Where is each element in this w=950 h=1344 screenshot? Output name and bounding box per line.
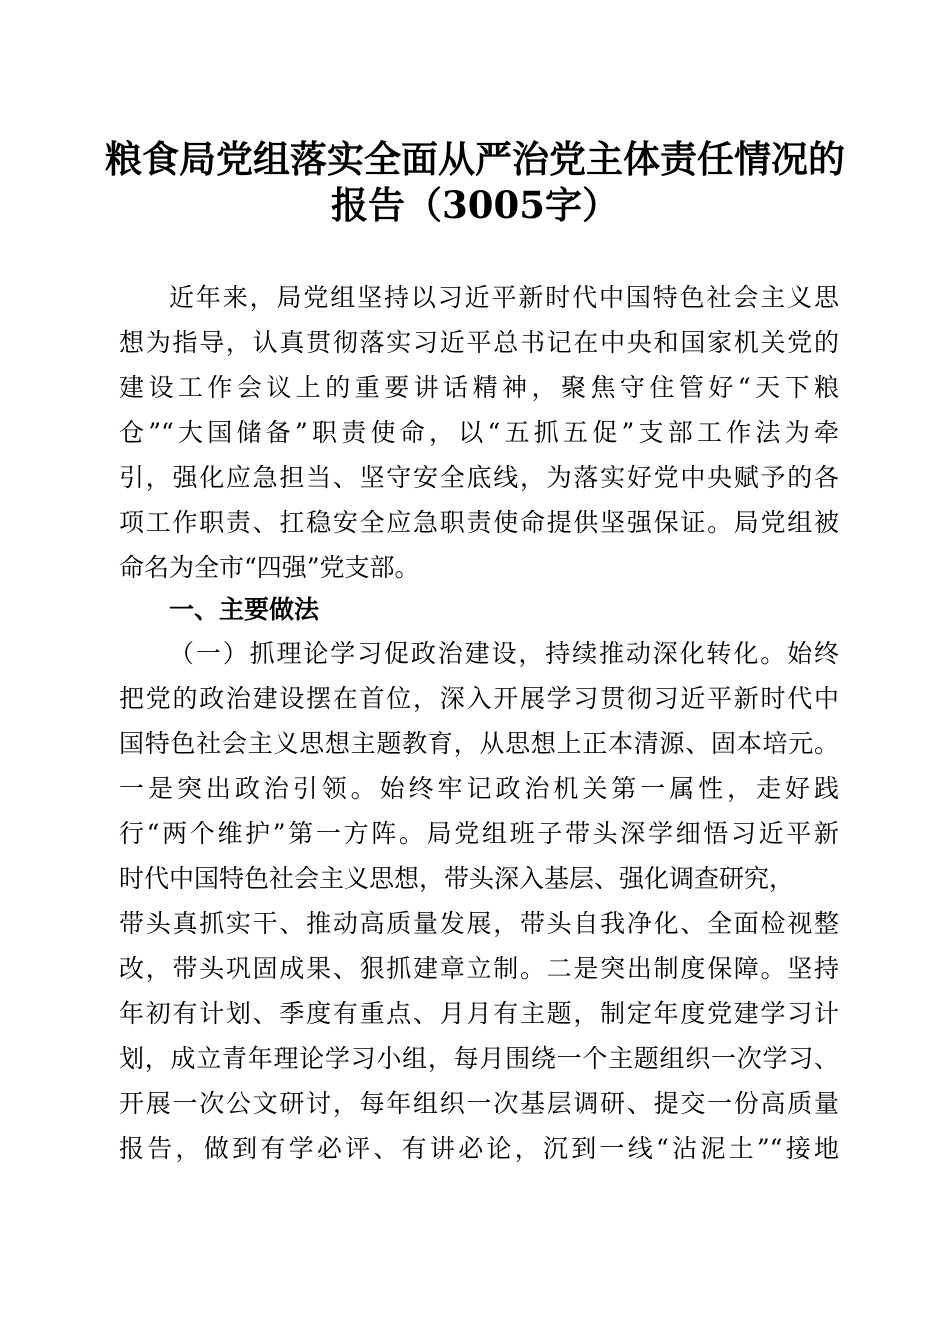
paragraph-line: 报告，做到有学必评、有讲必论，沉到一线“沾泥土”“接地 (119, 1134, 839, 1163)
paragraph-line: 国特色社会主义思想主题教育，从思想上正本清源、固本培元。 (119, 729, 839, 758)
section-heading: 一、主要做法 (169, 595, 320, 624)
paragraph-line: 带头真抓实干、推动高质量发展，带头自我净化、全面检视整 (119, 909, 839, 938)
paragraph-line: 项工作职责、扛稳安全应急职责使命提供坚强保证。局党组被 (119, 508, 839, 537)
paragraph-line: 近年来，局党组坚持以习近平新时代中国特色社会主义思 (169, 283, 839, 312)
paragraph-line: 引，强化应急担当、坚守安全底线，为落实好党中央赋予的各 (119, 463, 839, 492)
paragraph-line: 把党的政治建设摆在首位，深入开展学习贯彻习近平新时代中 (119, 684, 839, 713)
paragraph-line: 想为指导，认真贯彻落实习近平总书记在中央和国家机关党的 (119, 328, 839, 357)
paragraph-line: 开展一次公文研讨，每年组织一次基层调研、提交一份高质量 (119, 1089, 839, 1118)
paragraph-line: （一）抓理论学习促政治建设，持续推动深化转化。始终 (169, 639, 839, 668)
paragraph-line: 划，成立青年理论学习小组，每月围绕一个主题组织一次学习、 (119, 1044, 839, 1073)
document-title-line-2: 报告（3005字） (331, 183, 619, 227)
paragraph-line: 命名为全市“四强”党支部。 (119, 553, 420, 582)
paragraph-line: 年初有计划、季度有重点、月月有主题，制定年度党建学习计 (119, 999, 839, 1028)
document-title-line-1: 粮食局党组落实全面从严治党主体责任情况的 (105, 137, 845, 181)
paragraph-line: 一是突出政治引领。始终牢记政治机关第一属性，走好践 (119, 774, 839, 803)
paragraph-line: 建设工作会议上的重要讲话精神，聚焦守住管好“天下粮 (119, 373, 839, 402)
paragraph-line: 时代中国特色社会主义思想，带头深入基层、强化调查研究， (119, 864, 795, 893)
paragraph-line: 改，带头巩固成果、狠抓建章立制。二是突出制度保障。坚持 (119, 954, 839, 983)
paragraph-line: 行“两个维护”第一方阵。局党组班子带头深学细悟习近平新 (119, 819, 839, 848)
paragraph-line: 仓”“大国储备”职责使命，以“五抓五促”支部工作法为牵 (119, 418, 839, 447)
